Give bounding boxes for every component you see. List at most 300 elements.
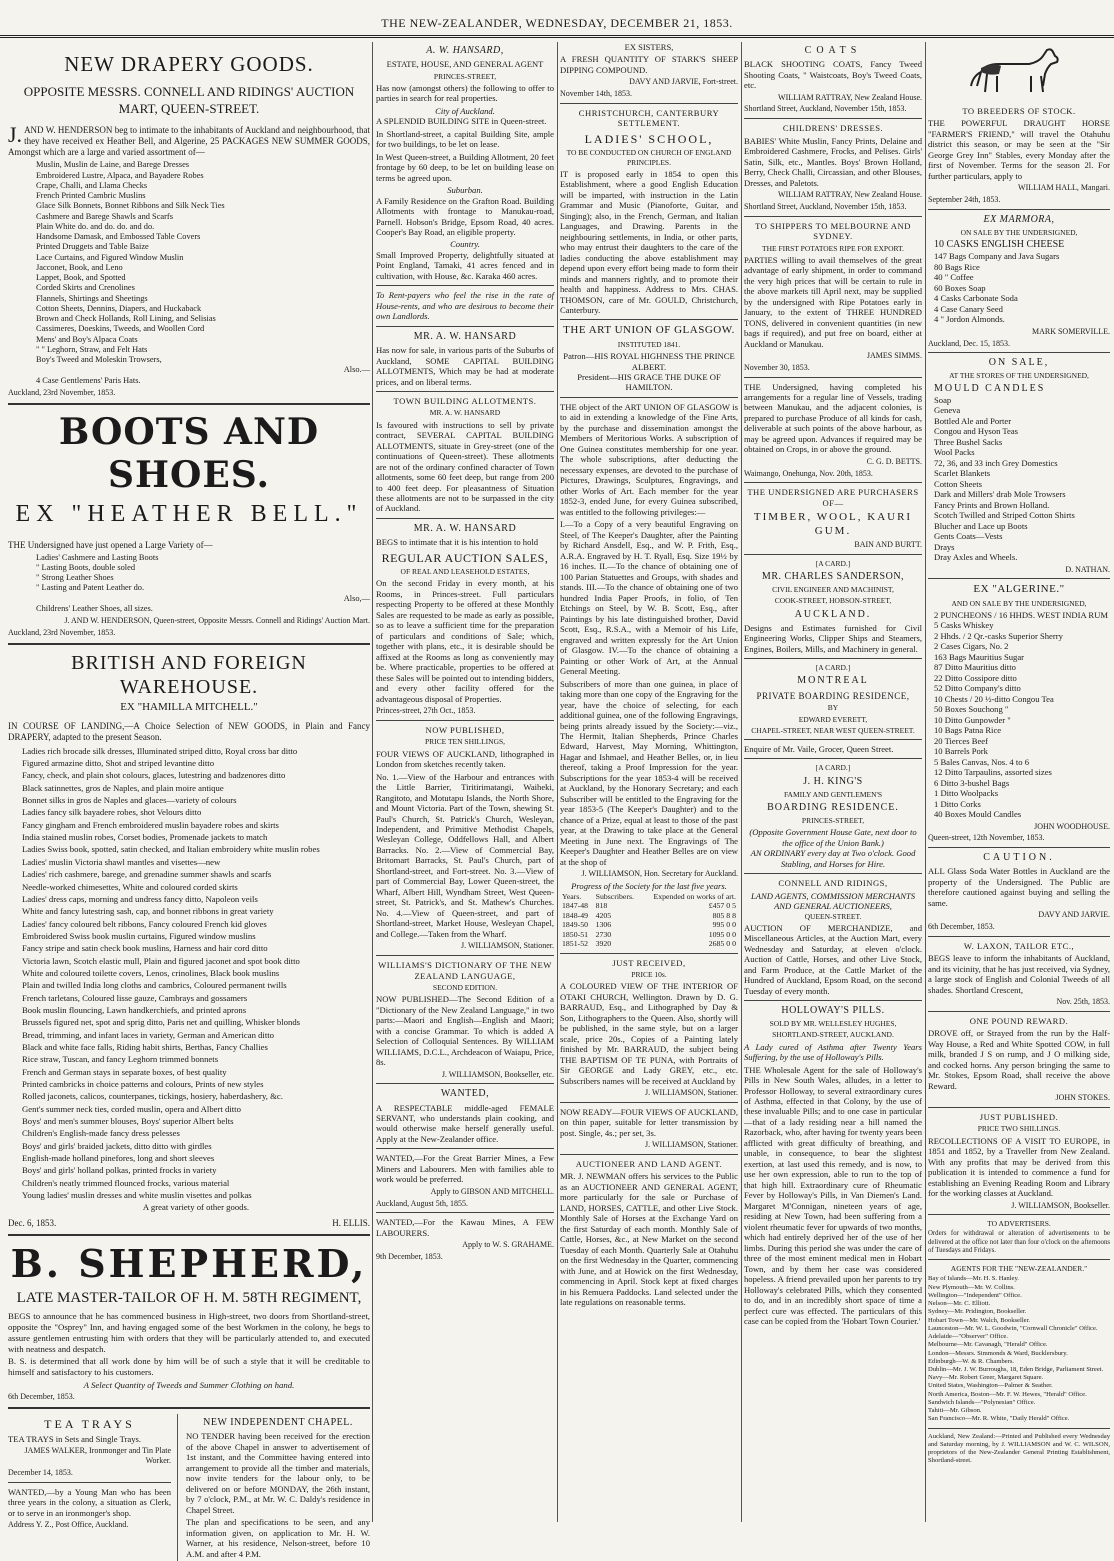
table-row <box>560 920 738 930</box>
art-signature: J. WILLIAMSON, Hon. Secretary for Auckland. <box>581 869 738 879</box>
coats-title: COATS <box>804 45 862 56</box>
divider <box>376 955 554 956</box>
barrier-body: WANTED,—For the Great Barrier Mines, a Few Miners and Labourers. Men with families able to work would be preferred. <box>376 1153 554 1185</box>
list-item: Bay of Islands—Mr. H. S. Hanley. <box>928 1275 1019 1283</box>
table-cell: 1850-51 <box>562 929 588 939</box>
shepherd-title: B. SHEPHERD, <box>10 1240 368 1286</box>
list-item: Scarlet Blankets <box>934 468 991 479</box>
list-item: Childrens' Leather Shoes, all sizes. <box>36 603 153 613</box>
caution-body: ALL Glass Soda Water Bottles in Auckland are the property of the Undersigned. The Public are therefore cautioned against buying and selling the same. <box>928 866 1110 908</box>
list-item: 1 Ditto Woolpacks <box>934 788 999 799</box>
table-cell: 805 8 8 <box>712 910 736 920</box>
list-item: White and fancy lutestring sash, cap, and bonnet ribbons in great variety <box>22 906 274 917</box>
marmora-date: Auckland, Dec. 15, 1853. <box>928 338 1010 348</box>
list-item: 147 Bags Company and Java Sugars <box>934 251 1060 262</box>
montreal-enquire: Enquire of Mr. Vaile, Grocer, Queen Street. <box>744 743 894 754</box>
british-footer <box>8 1218 370 1229</box>
regular-title: REGULAR AUCTION SALES, <box>381 550 549 565</box>
list-item: Brussels figured net, spot and sprig ditto, Paris net and quilling, Whisker blonds <box>22 1017 301 1028</box>
stark-signature: DAVY AND JARVIE, Fort-street. <box>629 77 738 87</box>
shepherd-date: 6th December, 1853. <box>8 1392 75 1402</box>
sanderson-address: COOK-STREET, HOBSON-STREET, <box>774 596 892 606</box>
column-rule <box>925 42 926 1522</box>
list-item: Hobart Town—Mr. Walch, Bookseller. <box>928 1316 1031 1324</box>
list-item: French tarletans, Coloured lisse gauze, Cambrays and gossamers <box>22 992 248 1003</box>
regular-sub: OF REAL AND LEASEHOLD ESTATES, <box>400 567 530 577</box>
hansard-head: A. W. HANSARD, <box>426 45 504 56</box>
progress-title: Progress of the Society for the last five years. <box>571 881 727 892</box>
laxon-body: BEGS leave to inform the inhabitants of Auckland, and its vicinity, that he has just received, via Sydney, a large stock of English and Colonial Tweeds of all shades. Shortland Crescent, <box>928 953 1110 995</box>
list-item: Boy's Tweed and Moleskin Trowsers, <box>36 355 162 365</box>
dict-edition: SECOND EDITION. <box>432 983 498 993</box>
tea-title: TEA TRAYS <box>44 1417 135 1432</box>
montreal-name: EDWARD EVERETT, <box>798 714 868 724</box>
list-item: Bonnet silks in gros de Naples and glaces—variety of colours <box>22 795 237 806</box>
town-body: Is favoured with instructions to sell by private contract, SEVERAL CAPITAL BUILDING ALLOTMENTS, situate in Grey-street (one of the continuations of Queen-street). These allotments are not of the ordinary confined character of Town allotments, some 60 feet deep, but range from 200 to 400 feet deep. For pleasantness of Situation these allotments are not to be surpassed in the city of Auckland. <box>376 419 554 514</box>
list-item: 87 Ditto Mauritius ditto <box>934 662 1016 673</box>
column-5 <box>928 42 1110 1522</box>
list-item: Ladies' Cashmere and Lasting Boots <box>36 552 159 562</box>
vessels-body: THE Undersigned, having completed his arrangements for a regular line of Vessels, trading between Manukau, and the adjacent colonies, is prepared to purchase Produce of all kinds for cash, deliverable at such points of the above harbour, as may be agreed upon. Advances if required may be obtained on Crops, in or above the ground. <box>744 381 922 455</box>
british-subtitle: EX "HAMILLA MITCHELL." <box>120 701 258 714</box>
list-item: India stained muslin robes, Corset bodies, Promenade jackets to match <box>22 832 268 843</box>
shippers-signature: JAMES SIMMS. <box>866 351 922 361</box>
column-rule <box>741 42 742 1522</box>
hansard-intro: Has now (amongst others) the following to offer to parties in search for real properties. <box>376 82 554 104</box>
list-item: Tahiti—Mr. Gibson. <box>928 1407 982 1415</box>
ready-body: NOW READY—FOUR VIEWS OF AUCKLAND, on thin paper, suitable for letter transmission by post. Single, 4s.; per set, 3s. <box>560 1106 739 1138</box>
shepherd-nb: B. S. is determined that all work done by him will be of such a style that it will be creditable to himself and satisfactory to his customers. <box>8 1356 370 1377</box>
divider <box>560 319 738 320</box>
list-item: Rice straw, Tuscan, and fancy Leghorn trimmed bonnets <box>22 1054 219 1065</box>
list-item: Dray Axles and Wheels. <box>934 552 1018 563</box>
list-item: Corded Skirts and Crenolines <box>36 283 135 293</box>
list-item: Fancy, check, and plain shot colours, glaces, lutestring and badzenores ditto <box>22 770 286 781</box>
divider <box>928 936 1110 937</box>
marmora-sub: ON SALE BY THE UNDERSIGNED, <box>960 228 1078 238</box>
reward-title: ONE POUND REWARD. <box>969 1015 1069 1026</box>
stark-head: EX SISTERS, <box>624 42 674 52</box>
list-item: " " Leghorn, Straw, and Felt Hats <box>36 344 148 354</box>
boots-signature: J. AND W. HENDERSON, Queen-street, Opposite Messrs. Connell and Ridings' Auction Mart. <box>64 616 370 626</box>
list-item: Drays <box>934 541 955 552</box>
divider <box>744 554 922 555</box>
list-item: Ladies' fancy coloured belt ribbons, Fancy coloured French kid gloves <box>22 918 267 929</box>
list-item: Children's English-made fancy dress pelesses <box>22 1128 180 1139</box>
list-item: 72, 36, and 33 inch Grey Domestics <box>934 457 1058 468</box>
table-header <box>560 892 738 902</box>
list-item: New Plymouth—Mr. W. Collins. <box>928 1283 1015 1291</box>
timber-head: THE UNDERSIGNED ARE PURCHASERS OF— <box>747 487 919 508</box>
received-price: PRICE 10s. <box>631 970 667 979</box>
divider <box>928 847 1110 848</box>
received-body: A COLOURED VIEW OF THE INTERIOR OF OTAKI CHURCH, Wellington. Drawn by D. G. BARRAUD, Esq., and Lithographed by Day & Son, Lithographers to the Queen. Also, shortly will be published, in the same style, but on a larger scale, price 20s., Copies of a Painting lately finished by Mr. BARRAUD, the subject being THE BAPTISM OF TE PUNA, with Portraits of Sir GEORGE and Lady GREY, etc., etc. Subscribers names will be received at Auckland by <box>560 981 738 1086</box>
column-1 <box>8 42 370 1559</box>
table-cell: £457 0 5 <box>708 901 736 911</box>
algerine-date: Queen-street, 12th November, 1853. <box>928 833 1045 843</box>
horse-icon <box>959 42 1079 102</box>
divider <box>928 578 1110 579</box>
table-header-cell: Subscribers. <box>595 891 634 901</box>
dict-title: WILLIAMS'S DICTIONARY OF THE NEW ZEALAND LANGUAGE, <box>378 960 552 981</box>
divider <box>8 643 370 645</box>
holloway-address: SHORTLAND-STREET, AUCKLAND. <box>772 1030 894 1040</box>
table-header-cell: Years. <box>562 891 582 901</box>
rent-note: To Rent-payers who feel the rise in the rate of House-rents, and who are desirous to become their own Landlords. <box>376 290 554 322</box>
marmora-list <box>928 239 1110 325</box>
divider <box>928 1214 1110 1215</box>
country-head: Country. <box>450 239 480 250</box>
suburban-body: A Family Residence on the Grafton Road. Building Allotments with frontage to Manukau-road, Parnell. Hobson's Bridge, Epsom Road, 40 acres. Cooper's Bay Road, an eligible property. <box>376 195 554 237</box>
list-item: Crape, Challi, and Llama Checks <box>36 180 148 190</box>
british-title: BRITISH AND FOREIGN WAREHOUSE. <box>71 651 307 698</box>
table-cell: 1851-52 <box>562 939 588 949</box>
list-item: 5 Casks Whiskey <box>934 620 994 631</box>
divider <box>376 518 554 519</box>
king-body: AN ORDINARY every day at Two o'clock. Good Stabling, and Horses for Hire. <box>750 848 916 869</box>
table-cell: 1095 0 0 <box>708 929 736 939</box>
marmora-title: EX MARMORA, <box>983 213 1055 225</box>
list-item: Wool Packs <box>934 447 975 458</box>
advertisers-body: Orders for withdrawal or alteration of advertisements to be delivered at the office not later than four o'clock on the afternoons of Tuesdays and Fridays. <box>928 1230 1110 1254</box>
list-item: London—Messrs. Simmonds & Ward, Bucklersbury. <box>928 1349 1068 1357</box>
table-cell: 2730 <box>595 929 612 939</box>
list-item: Boys' and girls' braided jackets, ditto ditto with girdles <box>22 1140 212 1151</box>
list-item: 10 Barrels Pork <box>934 746 988 757</box>
list-item: 6 Ditto 3-bushel Bags <box>934 777 1010 788</box>
column-4 <box>744 42 922 1522</box>
drapery-date: Auckland, 23rd November, 1853. <box>8 387 116 397</box>
table-cell: 3920 <box>595 939 612 949</box>
column-rule <box>557 42 558 1522</box>
tea-date: December 14, 1853. <box>8 1467 73 1477</box>
views-body: No. 1.—View of the Harbour and entrances with the Little Barrier, Tiritirimatangi, Waiheki, Rangitoto, and Motutapu Islands, the North Shore, and Mount Victoria. Part of the Town, shewing St. Paul's Church, St. Patrick's Church, Wesleyan, Independent, and Primitive Methodist Chapels, Wesleyan College, Oddfellows Hall, and Albert Barracks. No. 2.—View of Commercial Bay, Britomart Barracks, St. Paul's Church, part of Shortland-street, and Fort-street. No. 3.—View of part of Commercial Bay, Lower Queen-street, the Wharf, Albert Hill, Wyndham Street, West Queen-street, St. Patrick's, and St. Mathew's Churches. No. 4.—View of Queen-street, and part of Shortland-street, Market House, Wesleyan Chapel, and College.—Taken from the Wharf. <box>376 771 554 939</box>
divider <box>8 1482 171 1483</box>
kawau-body: WANTED,—For the Kawau Mines, A FEW LABOURERS. <box>376 1217 554 1238</box>
agents-title: AGENTS FOR THE "NEW-ZEALANDER." <box>950 1264 1088 1274</box>
list-item: 10 Ditto Gunpowder " <box>934 714 1011 725</box>
algerine-signature: JOHN WOODHOUSE. <box>1034 821 1110 831</box>
list-item: Congou and Hyson Teas <box>934 426 1018 437</box>
views-title: FOUR VIEWS OF AUCKLAND, lithographed in London from sketches recently taken. <box>376 748 554 770</box>
divider <box>560 1154 738 1155</box>
list-item: Cashmere and Barege Shawls and Scarfs <box>36 211 173 221</box>
boots-subtitle: EX "HEATHER BELL." <box>15 501 363 528</box>
list-item: 4 Case Gentlemens' Paris Hats. <box>36 375 141 385</box>
published-signature: J. WILLIAMSON, Bookseller. <box>1011 1200 1110 1210</box>
list-item: San Francisco—Mr. R. White, "Daily Herald" Office. <box>928 1415 1070 1423</box>
list-item: Lace Curtains, and Figured Window Muslin <box>36 252 184 262</box>
hansard2-head: MR. A. W. HANSARD <box>413 330 517 342</box>
table-row <box>560 930 738 940</box>
list-item: Also.— <box>343 365 370 375</box>
sale-sub: AT THE STORES OF THE UNDERSIGNED, <box>949 371 1089 381</box>
childrens-date: Shortland Street, Auckland, November 15th, 1853. <box>744 201 907 211</box>
city-body-2: In Shortland-street, a capital Building Site, ample for two buildings, to be let on lease. <box>376 128 554 150</box>
column-2 <box>376 42 554 1522</box>
algerine-title: EX "ALGERINE." <box>973 583 1065 596</box>
tea-trays-ad <box>8 1414 178 1561</box>
art-instituted: INSTITUTED 1841. <box>617 339 681 349</box>
list-item: Jacconet, Book, and Leno <box>36 262 123 272</box>
school-title: LADIES' SCHOOL, <box>584 131 714 146</box>
table-cell: 1849-50 <box>562 920 588 930</box>
regular-date: Princes-street, 27th Oct., 1853. <box>376 706 476 716</box>
list-item: Lappet, Book, and Spotted <box>36 273 126 283</box>
column-rule <box>372 42 373 1522</box>
list-item: Printed Druggets and Table Baize <box>36 242 149 252</box>
tea-signature: JAMES WALKER, Ironmonger and Tin Plate Worker. <box>24 1446 171 1466</box>
list-item: Dark and Millers' drab Mole Trowsers <box>934 489 1066 500</box>
wanted-head: WANTED, <box>440 1088 490 1100</box>
tea-body: TEA TRAYS in Sets and Single Trays. <box>8 1433 141 1444</box>
divider <box>560 1102 738 1103</box>
list-item: Bread, trimming, and infant laces in variety, German and American ditto <box>22 1029 275 1040</box>
british-signature: H. ELLIS. <box>332 1217 370 1228</box>
holloway-body: THE Wholesale Agent for the sale of Holloway's Pills in New South Wales, alludes, in a letter to Professor Holloway, to several extraordinary cures of Asthma, effected in that Colony, by the use of these invaluable Pills; and to one case in particular—that of a lady residing near a hill named the Razorback, who, after having for twenty years been afflicted with great difficulty of breathing, and unable, in consequence, to bear the slightest exertion, at last used this remedy, and is now, to use her own expression, able to run to the top of that high hill. Extraordinary cure of Rheumatic Fever by Holloway's Pills, in Van Diemen's Land. Margaret M'Connigan, nineteen years of age, residing at New Town, had been suffering from a violent rheumatic fever for upwards of two months, which had entirely deprived her of the use of her limbs. During this period she was under the care of three of the most eminent medical men in Hobart Town, and by them her case was considered hopeless. A friend prevailed upon her parents to try Holloway's celebrated Pills, which they consented to do, and in an incredibly short space of time a perfect cure was effected. The particulars of this case can be copied from the 'Hobart Town Courier.' <box>744 1064 922 1327</box>
list-item: Needle-worked chimesettes, White and coloured corded skirts <box>22 881 238 892</box>
list-item: Figured armazine ditto, Shot and striped levantine ditto <box>22 758 215 769</box>
list-item: Handsome Damask, and Embossed Table Covers <box>36 232 201 242</box>
list-item: 2 Hhds. / 2 Qr.-casks Superior Sherry <box>934 630 1063 641</box>
shepherd-body: BEGS to announce that he has commenced business in High-street, two doors from Shortland-street, opposite the "Osprey" Inn, and having engaged some of the best Workmen in the colony, he begs to assure gentlemen entrusting him with orders that they will be particularly attended to, and executed with neatness and despatch. <box>8 1311 370 1354</box>
chapel-body-2: The plan and specifications to be seen, and any information given, on application to Mr. H. W. Warner, at his residence, Nelson-street, before 10 A.M. and after 4 P.M. <box>186 1517 370 1559</box>
art-president: President—HIS GRACE THE DUKE OF HAMILTON. <box>577 372 721 393</box>
list-item: 10 CASKS ENGLISH CHEESE <box>934 239 1065 251</box>
list-item: Also,— <box>343 593 370 603</box>
divider <box>744 758 922 759</box>
views-signature: J. WILLIAMSON, Stationer. <box>461 941 554 951</box>
list-item: Plain and twilled India long cloths and cambrics, Coloured permanent twills <box>22 980 287 991</box>
table-cell: 995 0 0 <box>712 920 736 930</box>
list-item: Ladies fancy silk bayadere robes, shot Velours ditto <box>22 807 202 818</box>
views-head: NOW PUBLISHED, <box>425 724 505 735</box>
drapery-subtitle: OPPOSITE MESSRS. CONNELL AND RIDINGS' AUCTION MART, QUEEN-STREET. <box>23 83 355 116</box>
list-item: Black and white face falls, Riding habit shirts, Berthas, Fancy Challies <box>22 1041 268 1052</box>
divider <box>376 391 554 392</box>
list-item: Victoria lawn, Scotch elastic mull, Plain and figured jaconet and spot book ditto <box>22 955 300 966</box>
list-item: Ladies' muslin Victoria shawl mantles and visettes—new <box>22 856 221 867</box>
shepherd-note: A Select Quantity of Tweeds and Summer Clothing on hand. <box>83 1379 295 1390</box>
vessels-date: Waimango, Onehunga, Nov. 20th, 1853. <box>744 468 873 478</box>
list-item: Mens' and Boy's Alpaca Coats <box>36 334 138 344</box>
list-item: Gents Coats—Vests <box>934 531 1003 542</box>
divider <box>376 1083 554 1084</box>
list-item: 40 " Coffee <box>934 272 974 283</box>
boots-intro: THE Undersigned have just opened a Large Variety of— <box>8 539 213 550</box>
list-item: Printed cambricks in choice patterns and colours, Prints of new styles <box>22 1079 264 1089</box>
masthead-text: THE NEW-ZEALANDER, WEDNESDAY, DECEMBER 21, 1853. <box>381 16 733 30</box>
list-item: Ladies' dress caps, morning and undress fancy ditto, Napoleon veils <box>22 893 258 904</box>
montreal-title: MONTREAL <box>797 675 869 687</box>
list-item: 50 Boxes Souchong " <box>934 704 1009 715</box>
breeders-title: TO BREEDERS OF STOCK. <box>962 106 1076 116</box>
sale-title: ON SALE, <box>988 357 1050 369</box>
shippers-date: November 30, 1853. <box>744 362 810 372</box>
list-item: " Lasting Boots, double soled <box>36 562 136 572</box>
list-item: Navy—Mr. Robert Greer, Margaret Square. <box>928 1374 1044 1382</box>
list-item: Brown and Check Hollands, Roll Lining, and Selisias <box>36 314 216 324</box>
divider <box>376 326 554 327</box>
timber-items: TIMBER, WOOL, KAURI GUM. <box>753 511 913 537</box>
king-title: J. H. KING'S <box>803 775 863 787</box>
british-intro: IN COURSE OF LANDING,—A Choice Selection of NEW GOODS, in Plain and Fancy DRAPERY, adapted to the present Season. <box>8 720 370 742</box>
divider <box>744 658 922 659</box>
list-item: Ladies Swiss book, spotted, satin checked, and Italian embroidery white muslin robes <box>22 844 320 855</box>
list-item: Geneva <box>934 405 961 416</box>
laxon-date: Nov. 25th, 1853. <box>1056 997 1110 1007</box>
card-label: [A CARD.] <box>815 763 851 773</box>
published-price: PRICE TWO SHILLINGS. <box>977 1124 1061 1134</box>
british-list <box>8 745 370 1214</box>
table-row <box>560 911 738 921</box>
auctioneer-body: MR. J. NEWMAN offers his services to the Public as an AUCTIONEER AND GENERAL AGENT, more particularly for the sale or Purchase of LAND, HORSES, CATTLE, and other Live Stock. Monthly Sale of Horses at the Exchange Yard on the first Saturday of each month. Monthly Sale of Cattle, Horses, &c., at New Market on the second Tuesday of each Month. Quarterly Sale at Otahuhu on the first Wednesday in the Quarter, commencing with June, and at Howick on the first Wednesday, commencing in April. Stock kept at fixed charges in his Remuera Paddocks. Land selected under the late regulations on reasonable terms. <box>560 1171 738 1308</box>
divider <box>744 1000 922 1001</box>
list-item: 80 Bags Rice <box>934 261 980 272</box>
list-item: Three Bushel Sacks <box>934 436 1003 447</box>
divider <box>560 953 738 954</box>
card-label: [A CARD.] <box>815 558 851 568</box>
city-head: City of Auckland. <box>435 105 495 116</box>
list-item: Cotton Sheets <box>934 478 982 489</box>
dict-signature: J. WILLIAMSON, Bookseller, etc. <box>441 1069 554 1079</box>
list-item: 20 Tierces Beef <box>934 735 988 746</box>
drapery-intro: J. AND W. HENDERSON beg to intimate to the inhabitants of Auckland and neighbourhood, that they have received ex Heather Bell, and Algerine, 25 PACKAGES NEW SUMMER GOODS, Amongst which are a large and varied assortment of— <box>8 122 370 158</box>
holloway-title: HOLLOWAY'S PILLS. <box>781 1005 885 1017</box>
connell-sub: LAND AGENTS, COMMISSION MERCHANTS AND GENERAL AUCTIONEERS, <box>750 890 916 912</box>
divider <box>376 720 554 721</box>
vessels-signature: C. G. D. BETTS. <box>866 456 922 466</box>
table-cell: 1848-49 <box>562 910 588 920</box>
list-item: A great variety of other goods. <box>142 1202 250 1213</box>
list-item: Launceston—Mr. W. L. Goodwin, "Cornwall Chronicle" Office. <box>928 1324 1098 1332</box>
drapery-title: NEW DRAPERY GOODS. <box>64 52 314 76</box>
list-item: Young ladies' muslin dresses and white muslin visettes and polkas <box>22 1190 252 1201</box>
divider <box>560 103 738 104</box>
advertisers-title: TO ADVERTISERS. <box>987 1219 1051 1229</box>
bottom-ads <box>8 1414 370 1561</box>
algerine-list <box>928 610 1110 820</box>
boots-list <box>8 553 370 615</box>
country-body: Small Improved Property, delightfully situated at Point England, Tamaki, 41 acres fenced and in cultivation, with House, &c. Karaka 460 acres. <box>376 249 554 281</box>
list-item: 4 " Jordon Almonds. <box>934 314 1005 325</box>
list-item: Dublin—Mr. J. W. Burroughs, 18, Eden Bridge, Parliament Street. <box>928 1365 1104 1373</box>
masthead <box>0 10 1114 38</box>
progress-table <box>560 892 738 949</box>
reward-body: DROVE off, or Strayed from the run by the Half-Way House, a Red and White Spotted COW, in full milk, branded J S on rump, and J O milking side, and cocked horns. Any person bringing the same to Mr. Stokes, Epsom Road, shall receive the above Reward. <box>928 1028 1110 1091</box>
shippers-title: TO SHIPPERS TO MELBOURNE AND SYDNEY. <box>755 220 911 242</box>
regular-head: MR. A. W. HANSARD <box>413 522 517 534</box>
list-item: 12 Ditto Tarpaulins, assorted sizes <box>934 767 1052 778</box>
received-signature: J. WILLIAMSON, Stationer. <box>645 1087 738 1097</box>
list-item: Nelson—Mr. C. Elliott. <box>928 1300 991 1308</box>
list-item: Gent's summer neck ties, corded muslin, opera and Albert ditto <box>22 1103 241 1114</box>
list-item: 5 Bales Canvas, Nos. 4 to 6 <box>934 756 1030 767</box>
list-item: 163 Bags Mauritius Sugar <box>934 651 1024 662</box>
card-label: [A CARD.] <box>815 663 851 673</box>
list-item: Rolled jaconets, calicos, counterpanes, tickings, hosiery, haberdashery, &c. <box>22 1091 283 1102</box>
list-item: 2 PUNCHEONS / 16 HHDS. WEST INDIA RUM <box>934 609 1108 620</box>
divider <box>744 377 922 378</box>
divider <box>376 1148 554 1149</box>
shippers-sub: THE FIRST POTATOES RIPE FOR EXPORT. <box>762 243 904 253</box>
city-body: A SPLENDID BUILDING SITE in Queen-street. <box>376 116 547 127</box>
list-item: Sandwich Islands—"Polynesian" Office. <box>928 1398 1036 1406</box>
list-item: Muslin, Muslin de Laine, and Barege Dresses <box>36 160 190 170</box>
list-item: English-made holland pinefores, long and short sleeves <box>22 1153 215 1164</box>
list-item: 10 Chests / 20 ½-ditto Congou Tea <box>934 693 1054 704</box>
list-item: Ladies rich brocade silk dresses, Illuminated striped ditto, Royal cross bar ditto <box>22 745 298 756</box>
list-item: Embroidered Lustre, Alpaca, and Bayadere Robes <box>36 170 204 180</box>
list-item: 4 Casks Carbonate Soda <box>934 293 1018 304</box>
wanted-clerk-body: WANTED,—by a Young Man who has been three years in the colony, a situation as Clerk, or to serve in an ironmonger's shop. <box>8 1486 171 1518</box>
list-item: Embroidered Swiss book muslin curtains, Figured window muslins <box>22 930 256 941</box>
list-item: Adelaide—"Observer" Office. <box>928 1333 1008 1341</box>
regular-intro: BEGS to intimate that it is his intention to hold <box>376 537 539 548</box>
sanderson-title: MR. CHARLES SANDERSON, <box>761 571 905 583</box>
list-item: 22 Ditto Cossipore ditto <box>934 672 1017 683</box>
list-item: Edinburgh—W. & R. Chambers. <box>928 1357 1015 1365</box>
art-title: THE ART UNION OF GLASGOW. <box>563 324 735 337</box>
auctioneer-title: AUCTIONEER AND LAND AGENT. <box>575 1158 723 1169</box>
childrens-signature: WILLIAM RATTRAY, New Zealand House. <box>778 190 922 200</box>
hansard2-body: Has now for sale, in various parts of the Suburbs of Auckland, SOME CAPITAL BUILDING ALLOTMENTS, Which may be had at moderate prices, and on liberal terms. <box>376 345 554 387</box>
montreal-by: BY <box>827 703 839 713</box>
list-item: Black satinnettes, gros de Naples, and plain moire antique <box>22 782 224 793</box>
connell-title: CONNELL AND RIDINGS, <box>778 878 888 889</box>
sanderson-sub: CIVIL ENGINEER AND MACHINIST, <box>772 585 894 595</box>
king-note: (Opposite Government House Gate, next door to the office of the Union Bank.) <box>749 827 917 848</box>
divider <box>928 1011 1110 1012</box>
timber-signature: BAIN AND BURTT. <box>854 540 922 550</box>
king-main: BOARDING RESIDENCE. <box>767 801 899 813</box>
received-title: JUST RECEIVED, <box>612 957 686 968</box>
list-item: " Strong Leather Shoes <box>36 573 114 583</box>
list-item: Fancy gingham and French embroidered muslin bayadere robes and skirts <box>22 819 279 830</box>
divider <box>376 1212 554 1213</box>
table-cell: 2685 0 0 <box>708 939 736 949</box>
barrier-date: Auckland, August 5th, 1855. <box>376 1198 468 1208</box>
drapery-list <box>8 160 370 386</box>
list-item: 4 Case Canary Seed <box>934 303 1003 314</box>
chapel-ad <box>186 1414 370 1561</box>
list-item: Cotton Sheets, Dennins, Diapers, and Huckaback <box>36 303 202 313</box>
reward-signature: JOHN STOKES. <box>1055 1093 1110 1103</box>
barrier-apply: Apply to GIBSON AND MITCHELL. <box>430 1186 554 1196</box>
montreal-sub: PRIVATE BOARDING RESIDENCE, <box>756 690 910 701</box>
art-list: I.—To a Copy of a very beautiful Engraving on Steel, of The Keeper's Daughter, after the Painting by Richard Ansdell, Esq., and W. P. Frith, Esq., A.R.A. Engraved by H. T. Ryall, Esq. Size 19½ by 16 inches. II.—To the chance of obtaining one of 100 Parian Statuettes and Groups, with shades and stands. III.—To the chance of obtaining one of two hundred India Paper Proofs, in folio, of Ten Etchings on Steel, by W. B. Scott, Esq., after Paintings by his late distinguished brother, David Scott, Esq., R.S.A., with a Memoir of his Life, engraved and written expressly for the Art Union of Glasgow. IV.—To the chance of obtaining a Painting or other Work of Art, at the Annual General Meeting. <box>560 519 738 677</box>
list-item: MOULD CANDLES <box>934 382 1046 394</box>
list-item: 40 Boxes Mould Candles <box>934 809 1022 820</box>
list-item: White and coloured toilette covers, Lenos, crinolines, Black book muslins <box>22 967 280 978</box>
table-cell: 1847-48 <box>562 901 588 911</box>
art-patron: Patron—HIS ROYAL HIGHNESS THE PRINCE ALBERT. <box>563 351 735 372</box>
divider <box>928 1259 1110 1260</box>
suburban-head: Suburban. <box>447 185 483 196</box>
wanted-body: A RESPECTABLE middle-aged FEMALE SERVANT, who understands plain cooking, and would otherwise make herself generally useful. Apply at the New-Zealander office. <box>376 1102 554 1144</box>
breeders-body: THE POWERFUL DRAUGHT HORSE "FARMER'S FRIEND," will travel the Otahuhu district this season, or may be seen at the "Sir George Grey Inn" Stables, every Monday after the first of November. Terms for the season 2l. For further particulars, apply to <box>928 118 1110 181</box>
breeders-signature: WILLIAM HALL, Mangari. <box>1018 183 1110 193</box>
list-item: North America, Boston—Mr. F. W. Hewes, "Herald" Office. <box>928 1390 1087 1398</box>
divider <box>744 216 922 217</box>
divider <box>376 285 554 286</box>
views-price: PRICE TEN SHILLINGS, <box>424 737 506 747</box>
king-sub: FAMILY AND GENTLEMEN'S <box>783 789 883 799</box>
divider <box>744 739 922 740</box>
divider <box>560 397 738 398</box>
church-title: CHRISTCHURCH, CANTERBURY SETTLEMENT. <box>578 107 720 129</box>
divider <box>928 1428 1110 1429</box>
